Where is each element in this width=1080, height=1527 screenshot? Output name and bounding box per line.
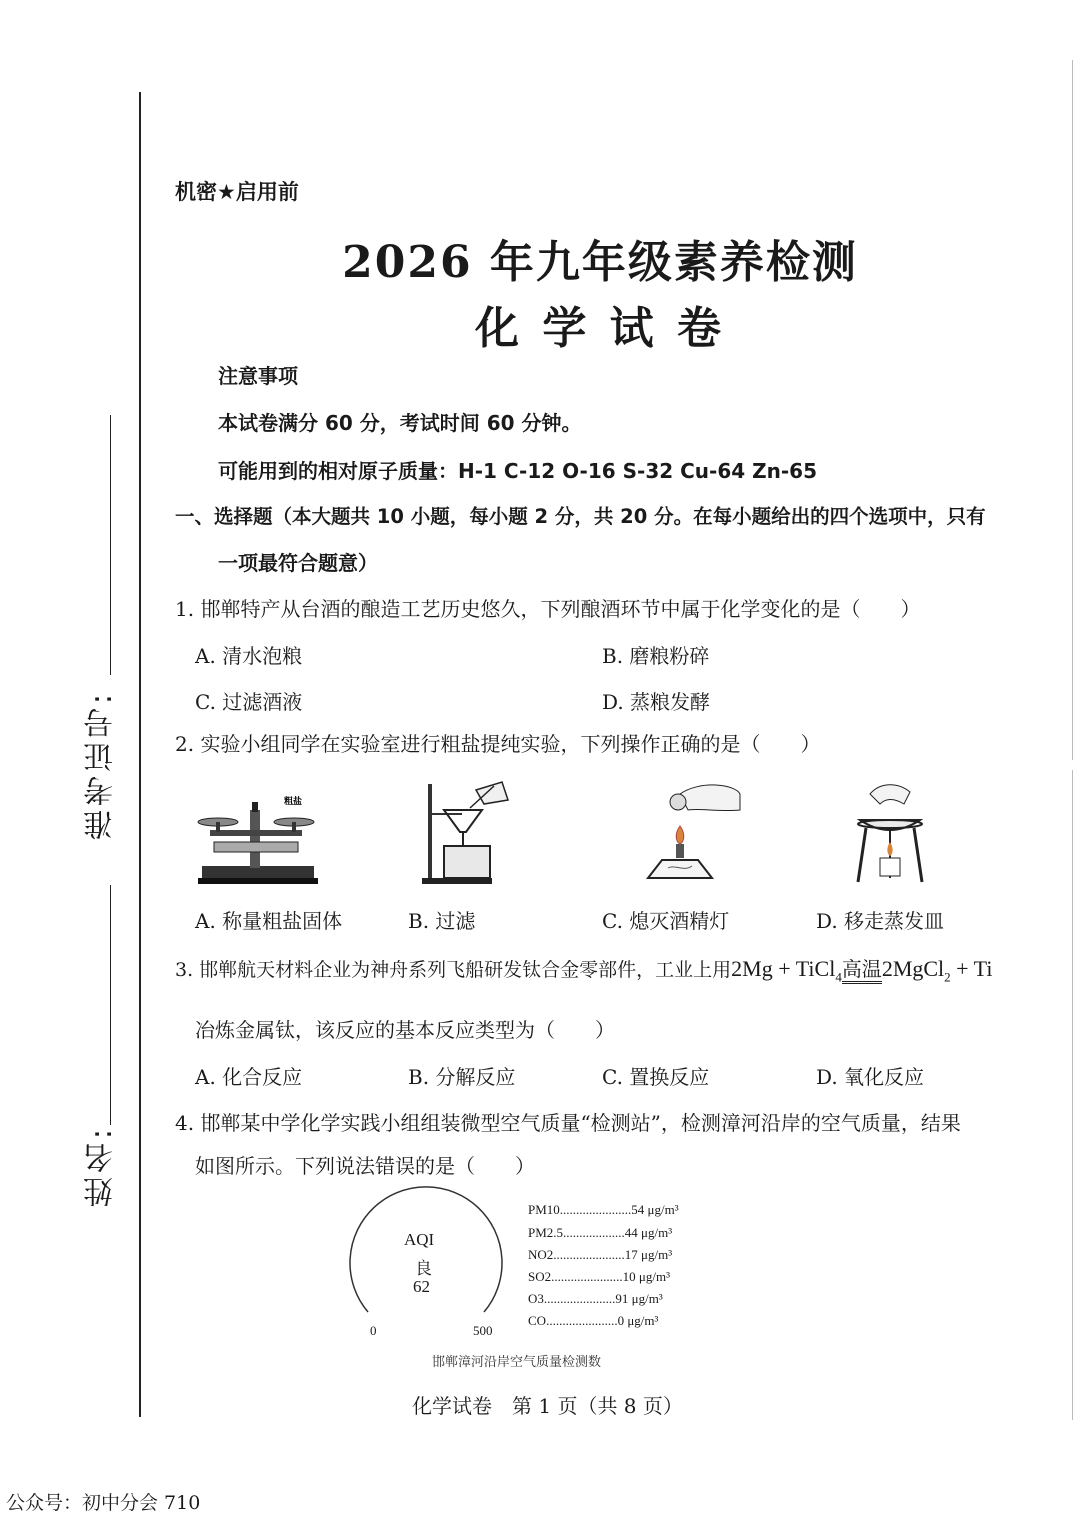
pollutant-name: CO [528,1313,547,1328]
eq-sub: 4 [835,969,842,985]
aqi-min: 0 [370,1323,377,1338]
q2-option-d[interactable]: D. 移走蒸发皿 [816,909,945,933]
q3-option-d[interactable]: D. 氧化反应 [816,1065,925,1089]
question-4-stem-2: 如图所示。下列说法错误的是（ ） [195,1154,535,1178]
exam-id-label: 准考证号: [84,690,119,841]
alcohol-lamp-figure [640,780,755,888]
question-3-stem-2: 冶炼金属钛，该反应的基本反应类型为（ ） [195,1018,615,1042]
q1-option-a[interactable]: A. 清水泡粮 [195,644,303,668]
pollutant-dots: ...................... [559,1202,632,1217]
pollutant-value: 0 μg/m³ [617,1313,659,1328]
pollutant-pm25 [528,1225,672,1241]
aqi-value: 62 [413,1277,430,1296]
page-number: 化学试卷 第 1 页（共 8 页） [412,1394,683,1418]
pollutant-dots: ...................... [553,1247,625,1262]
pollutant-dots: ...................... [543,1291,616,1306]
q2-option-b[interactable]: B. 过滤 [408,909,476,933]
eq-condition: 高温 [842,959,882,984]
pollutant-o3 [528,1291,663,1307]
page-title: 2026 年九年级素养检测 [342,237,858,288]
balance-label: 粗盐 [284,797,303,807]
pollutant-so2 [528,1269,670,1285]
secret-mark: 机密★启用前 [175,180,299,204]
evaporating-dish-figure [850,782,930,888]
q3-option-a[interactable]: A. 化合反应 [195,1065,303,1089]
binding-margin-line [139,92,141,1417]
q3-option-b[interactable]: B. 分解反应 [408,1065,516,1089]
pollutant-dots: ................... [563,1225,625,1240]
pollutant-dots: ...................... [546,1313,618,1328]
pollutant-value: 44 μg/m³ [624,1225,673,1240]
name-blank[interactable] [110,885,111,1125]
pollutant-no2 [528,1247,672,1263]
aqi-label: AQI [404,1230,435,1249]
q1-option-c[interactable]: C. 过滤酒液 [195,690,303,714]
eq-right: 2MgCl [881,956,945,981]
section-heading: 一、选择题（本大题共 10 小题，每小题 2 分，共 20 分。在每小题给出的四个选项中，只有 [175,505,986,528]
question-4-stem: 4. 邯郸某中学化学实践小组组装微型空气质量“检测站”，检测漳河沿岸的空气质量，结果 [175,1111,961,1135]
pollutant-name: NO2 [528,1247,554,1262]
pollutant-name: SO2 [528,1269,552,1284]
page-subtitle: 化 学 试 卷 [475,303,725,354]
watermark-text: 公众号：初中分会 710 [6,1492,201,1514]
eq-left: 2Mg + TiCl [731,956,836,981]
pollutant-co [528,1313,658,1329]
pollutant-value: 54 μg/m³ [631,1202,679,1217]
reaction-equation [731,956,993,985]
pollutant-value: 91 μg/m³ [615,1291,663,1306]
question-3-stem-text: 3. 邯郸航天材料企业为神舟系列飞船研发钛合金零部件，工业上用 [175,959,732,981]
right-edge-line [1072,60,1073,760]
aqi-max: 500 [473,1323,493,1338]
pollutant-dots: ...................... [551,1269,623,1284]
q1-option-b[interactable]: B. 磨粮粉碎 [602,644,710,668]
notice-line-1: 本试卷满分 60 分，考试时间 60 分钟。 [218,411,582,435]
q2-option-a[interactable]: A. 称量粗盐固体 [195,909,343,933]
pollutant-name: O3 [528,1291,544,1306]
q1-option-d[interactable]: D. 蒸粮发酵 [602,690,711,714]
q2-option-c[interactable]: C. 熄灭酒精灯 [602,909,730,933]
aqi-caption: 邯郸漳河沿岸空气质量检测数 [432,1355,602,1370]
pollutant-name: PM2.5 [528,1225,564,1240]
pollutant-pm10 [528,1202,679,1218]
pollutant-value: 17 μg/m³ [624,1247,673,1262]
eq-sub2: 2 [944,969,951,985]
balance-figure [192,792,322,887]
question-1-stem: 1. 邯郸特产从台酒的酿造工艺历史悠久，下列酿酒环节中属于化学变化的是（ ） [175,597,921,621]
pollutant-name: PM10 [528,1202,560,1217]
filter-figure [418,780,528,888]
pollutant-value: 10 μg/m³ [622,1269,670,1284]
question-3-stem [175,955,992,985]
right-edge-line-lower [1072,770,1073,1420]
name-label: 姓名: [84,1125,119,1208]
aqi-level: 良 [415,1259,432,1279]
section-heading-2: 一项最符合题意） [218,551,378,575]
exam-id-blank[interactable] [110,415,111,675]
eq-end: + Ti [950,956,993,981]
q3-option-c[interactable]: C. 置换反应 [602,1065,710,1089]
question-2-stem: 2. 实验小组同学在实验室进行粗盐提纯实验，下列操作正确的是（ ） [175,732,821,756]
notice-heading: 注意事项 [218,364,298,388]
notice-line-2: 可能用到的相对原子质量：H-1 C-12 O-16 S-32 Cu-64 Zn-65 [218,459,818,483]
